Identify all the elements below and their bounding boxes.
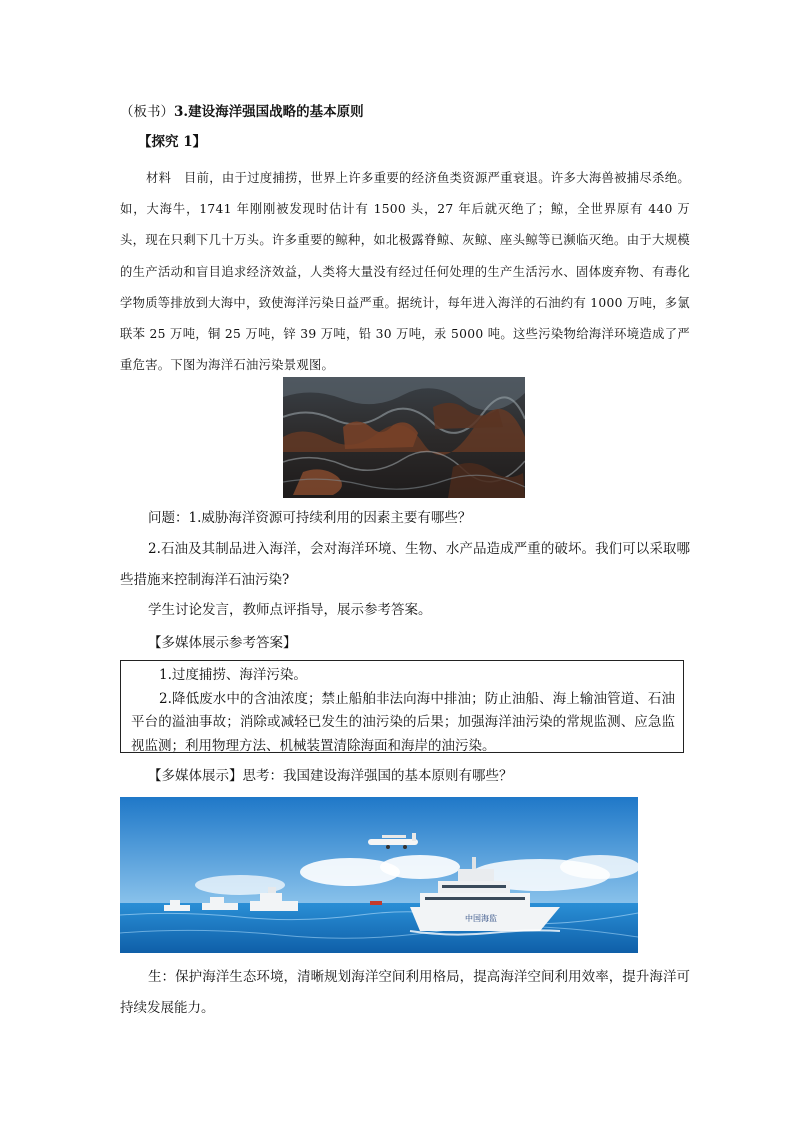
material-paragraph: 材料 目前，由于过度捕捞，世界上许多重要的经济鱼类资源严重衰退。许多大海兽被捕尽杀绝。如，大海牛，1741 年刚刚被发现时估计有 1500 头，27 年后就灭绝了；鲸，全世界原有 440 万头，现在只剩下几十万头。许多重要的鲸种，如北极露脊鲸、灰鲸、座头鲸等已濒临灭绝。由于大规模的生产活动和盲目追求经济效益，人类将大量没有经过任何处理的生产生活污水、固体废弃物、有毒化学物质等排放到大海中，致使海洋污染日益严重。据统计，每年进入海洋的石油约有 1000 万吨，多氯联苯 25 万吨，铜 25 万吨，锌 39 万吨，铅 30 万吨，汞 5000 吨。这些污染物给海洋环境造成了严重危害。下图为海洋石油污染景观图。 bbox=[120, 171, 690, 373]
think-question: 思考：我国建设海洋强国的基本原则有哪些？ bbox=[242, 768, 513, 784]
heading-prefix: （板书） bbox=[120, 104, 174, 120]
explore-tag: 【探究 1】 bbox=[138, 134, 207, 150]
answer-box bbox=[120, 660, 684, 753]
multimedia-tag: 【多媒体展示】 bbox=[148, 768, 243, 784]
discussion-text: 学生讨论发言，教师点评指导，展示参考答案。 bbox=[148, 602, 432, 618]
oil-pollution-photo bbox=[283, 377, 525, 498]
section-heading bbox=[120, 100, 690, 124]
question-1: 问题：1.威胁海洋资源可持续利用的因素主要有哪些？ bbox=[148, 510, 472, 526]
heading-title: 3.建设海洋强国战略的基本原则 bbox=[174, 104, 364, 120]
answer-1: 1.过度捕捞、海洋污染。 bbox=[159, 667, 307, 683]
patrol-fleet-photo bbox=[120, 797, 638, 953]
ship-label: 中国海监 bbox=[465, 914, 497, 923]
answer-2: 2.降低废水中的含油浓度；禁止船舶非法向海中排油；防止油船、海上输油管道、石油平台的溢油事故；消除或减轻已发生的油污染的后果；加强海洋油污染的常规监测、应急监视监测；利用物理方法、机械装置清除海面和海岸的油污染。 bbox=[131, 690, 675, 754]
student-answer: 生：保护海洋生态环境，清晰规划海洋空间利用格局，提高海洋空间利用效率，提升海洋可持续发展能力。 bbox=[120, 969, 690, 1016]
multimedia-answer-title: 【多媒体展示参考答案】 bbox=[148, 635, 297, 651]
question-2: 2.石油及其制品进入海洋，会对海洋环境、生物、水产品造成严重的破坏。我们可以采取哪些措施来控制海洋石油污染? bbox=[120, 541, 690, 588]
multimedia-think bbox=[120, 764, 690, 788]
